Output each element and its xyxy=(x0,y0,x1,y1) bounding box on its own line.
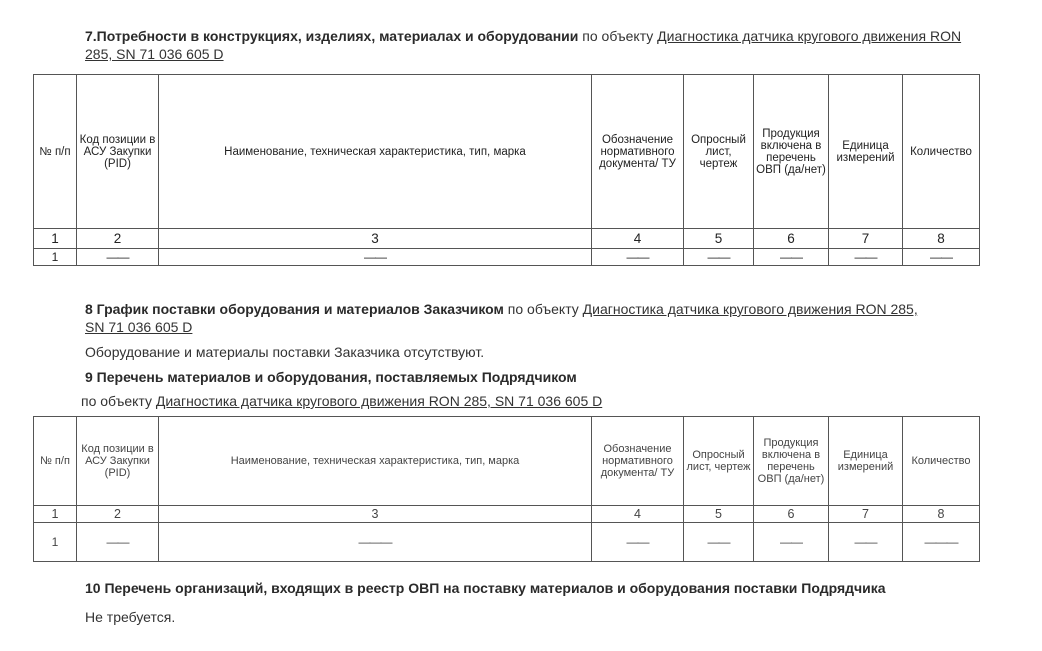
table2-header-cell: № п/п xyxy=(34,417,77,506)
table1-number-cell: 7 xyxy=(829,229,903,249)
table1-cell: —— xyxy=(903,249,980,266)
table1-cell: —— xyxy=(159,249,592,266)
table1-header-row xyxy=(34,75,980,229)
table1-number-cell: 5 xyxy=(684,229,754,249)
table1-number-cell: 2 xyxy=(77,229,159,249)
table-row xyxy=(34,523,980,562)
table1-header-cell: Количество xyxy=(903,75,980,229)
table1-number-cell: 6 xyxy=(754,229,829,249)
table2-header-cell: Код позиции в АСУ Закупки (PID) xyxy=(77,417,159,506)
table1-header-cell: Код позиции в АСУ Закупки (PID) xyxy=(77,75,159,229)
table2-cell: ——— xyxy=(159,523,592,562)
table1-cell: 1 xyxy=(34,249,77,266)
section8-heading xyxy=(85,300,985,319)
table2-header-cell: Обозначение нормативного документа/ ТУ xyxy=(592,417,684,506)
table2-header-row xyxy=(34,417,980,506)
table1-cell: —— xyxy=(684,249,754,266)
table2-number-cell: 6 xyxy=(754,506,829,523)
table1-header-cell: Продукция включена в перечень ОВП (да/нет) xyxy=(754,75,829,229)
table2-cell: 1 xyxy=(34,523,77,562)
table1-cell: —— xyxy=(77,249,159,266)
section8-note: Оборудование и материалы поставки Заказчика отсутствуют. xyxy=(85,344,485,360)
table1-cell: —— xyxy=(754,249,829,266)
table2-header-cell: Наименование, техническая характеристика, тип, марка xyxy=(159,417,592,506)
section7-object-line2: 285, SN 71 036 605 D xyxy=(85,46,224,62)
table1-cell: —— xyxy=(592,249,684,266)
section10-note: Не требуется. xyxy=(85,609,176,625)
section10-title: 10 Перечень организаций, входящих в реестр ОВП на поставку материалов и оборудования поставки Подрядчика xyxy=(85,580,886,596)
table2-header-cell: Продукция включена в перечень ОВП (да/нет) xyxy=(754,417,829,506)
section8-suffix: по объекту xyxy=(507,301,579,317)
table2-number-cell: 2 xyxy=(77,506,159,523)
table2-number-cell: 7 xyxy=(829,506,903,523)
section9-prefix: по объекту xyxy=(81,393,152,409)
table1-header-cell: № п/п xyxy=(34,75,77,229)
table1-number-row xyxy=(34,229,980,249)
section9-object-line xyxy=(81,392,602,411)
table-equipment-needs xyxy=(33,74,980,266)
table2-number-row xyxy=(34,506,980,523)
table2-number-cell: 5 xyxy=(684,506,754,523)
table2-cell: —— xyxy=(829,523,903,562)
section9-object: Диагностика датчика кругового движения RON 285, SN 71 036 605 D xyxy=(155,393,603,409)
section7-object-line1: Диагностика датчика кругового движения RON xyxy=(657,28,962,44)
table1-header-cell: Наименование, техническая характеристика, тип, марка xyxy=(159,75,592,229)
section7-heading xyxy=(85,27,985,46)
table2-header-cell: Опросный лист, чертеж xyxy=(684,417,754,506)
table1-number-cell: 1 xyxy=(34,229,77,249)
table1-header-cell: Единица измерений xyxy=(829,75,903,229)
table1-number-cell: 3 xyxy=(159,229,592,249)
table2-number-cell: 8 xyxy=(903,506,980,523)
table-contractor-materials xyxy=(33,416,980,562)
table2-header-cell: Количество xyxy=(903,417,980,506)
section7-title: 7.Потребности в конструкциях, изделиях, материалах и оборудовании xyxy=(85,28,579,44)
table2-cell: —— xyxy=(77,523,159,562)
section7-suffix: по объекту xyxy=(582,28,654,44)
table2-number-cell: 1 xyxy=(34,506,77,523)
section8-object-line1: Диагностика датчика кругового движения RON 285, xyxy=(582,301,918,317)
table1-header-cell: Обозначение нормативного документа/ ТУ xyxy=(592,75,684,229)
table1-number-cell: 4 xyxy=(592,229,684,249)
table2-number-cell: 4 xyxy=(592,506,684,523)
table2-cell: ——— xyxy=(903,523,980,562)
table2-header-cell: Единица измерений xyxy=(829,417,903,506)
section8-object-line2: SN 71 036 605 D xyxy=(85,319,193,335)
table-row xyxy=(34,249,980,266)
table1-number-cell: 8 xyxy=(903,229,980,249)
table2-number-cell: 3 xyxy=(159,506,592,523)
table2-cell: —— xyxy=(684,523,754,562)
table1-header-cell: Опросный лист, чертеж xyxy=(684,75,754,229)
table1-cell: —— xyxy=(829,249,903,266)
table2-cell: —— xyxy=(592,523,684,562)
table2-cell: —— xyxy=(754,523,829,562)
section9-title: 9 Перечень материалов и оборудования, поставляемых Подрядчиком xyxy=(85,369,577,385)
section8-title: 8 График поставки оборудования и материалов Заказчиком xyxy=(85,301,504,317)
